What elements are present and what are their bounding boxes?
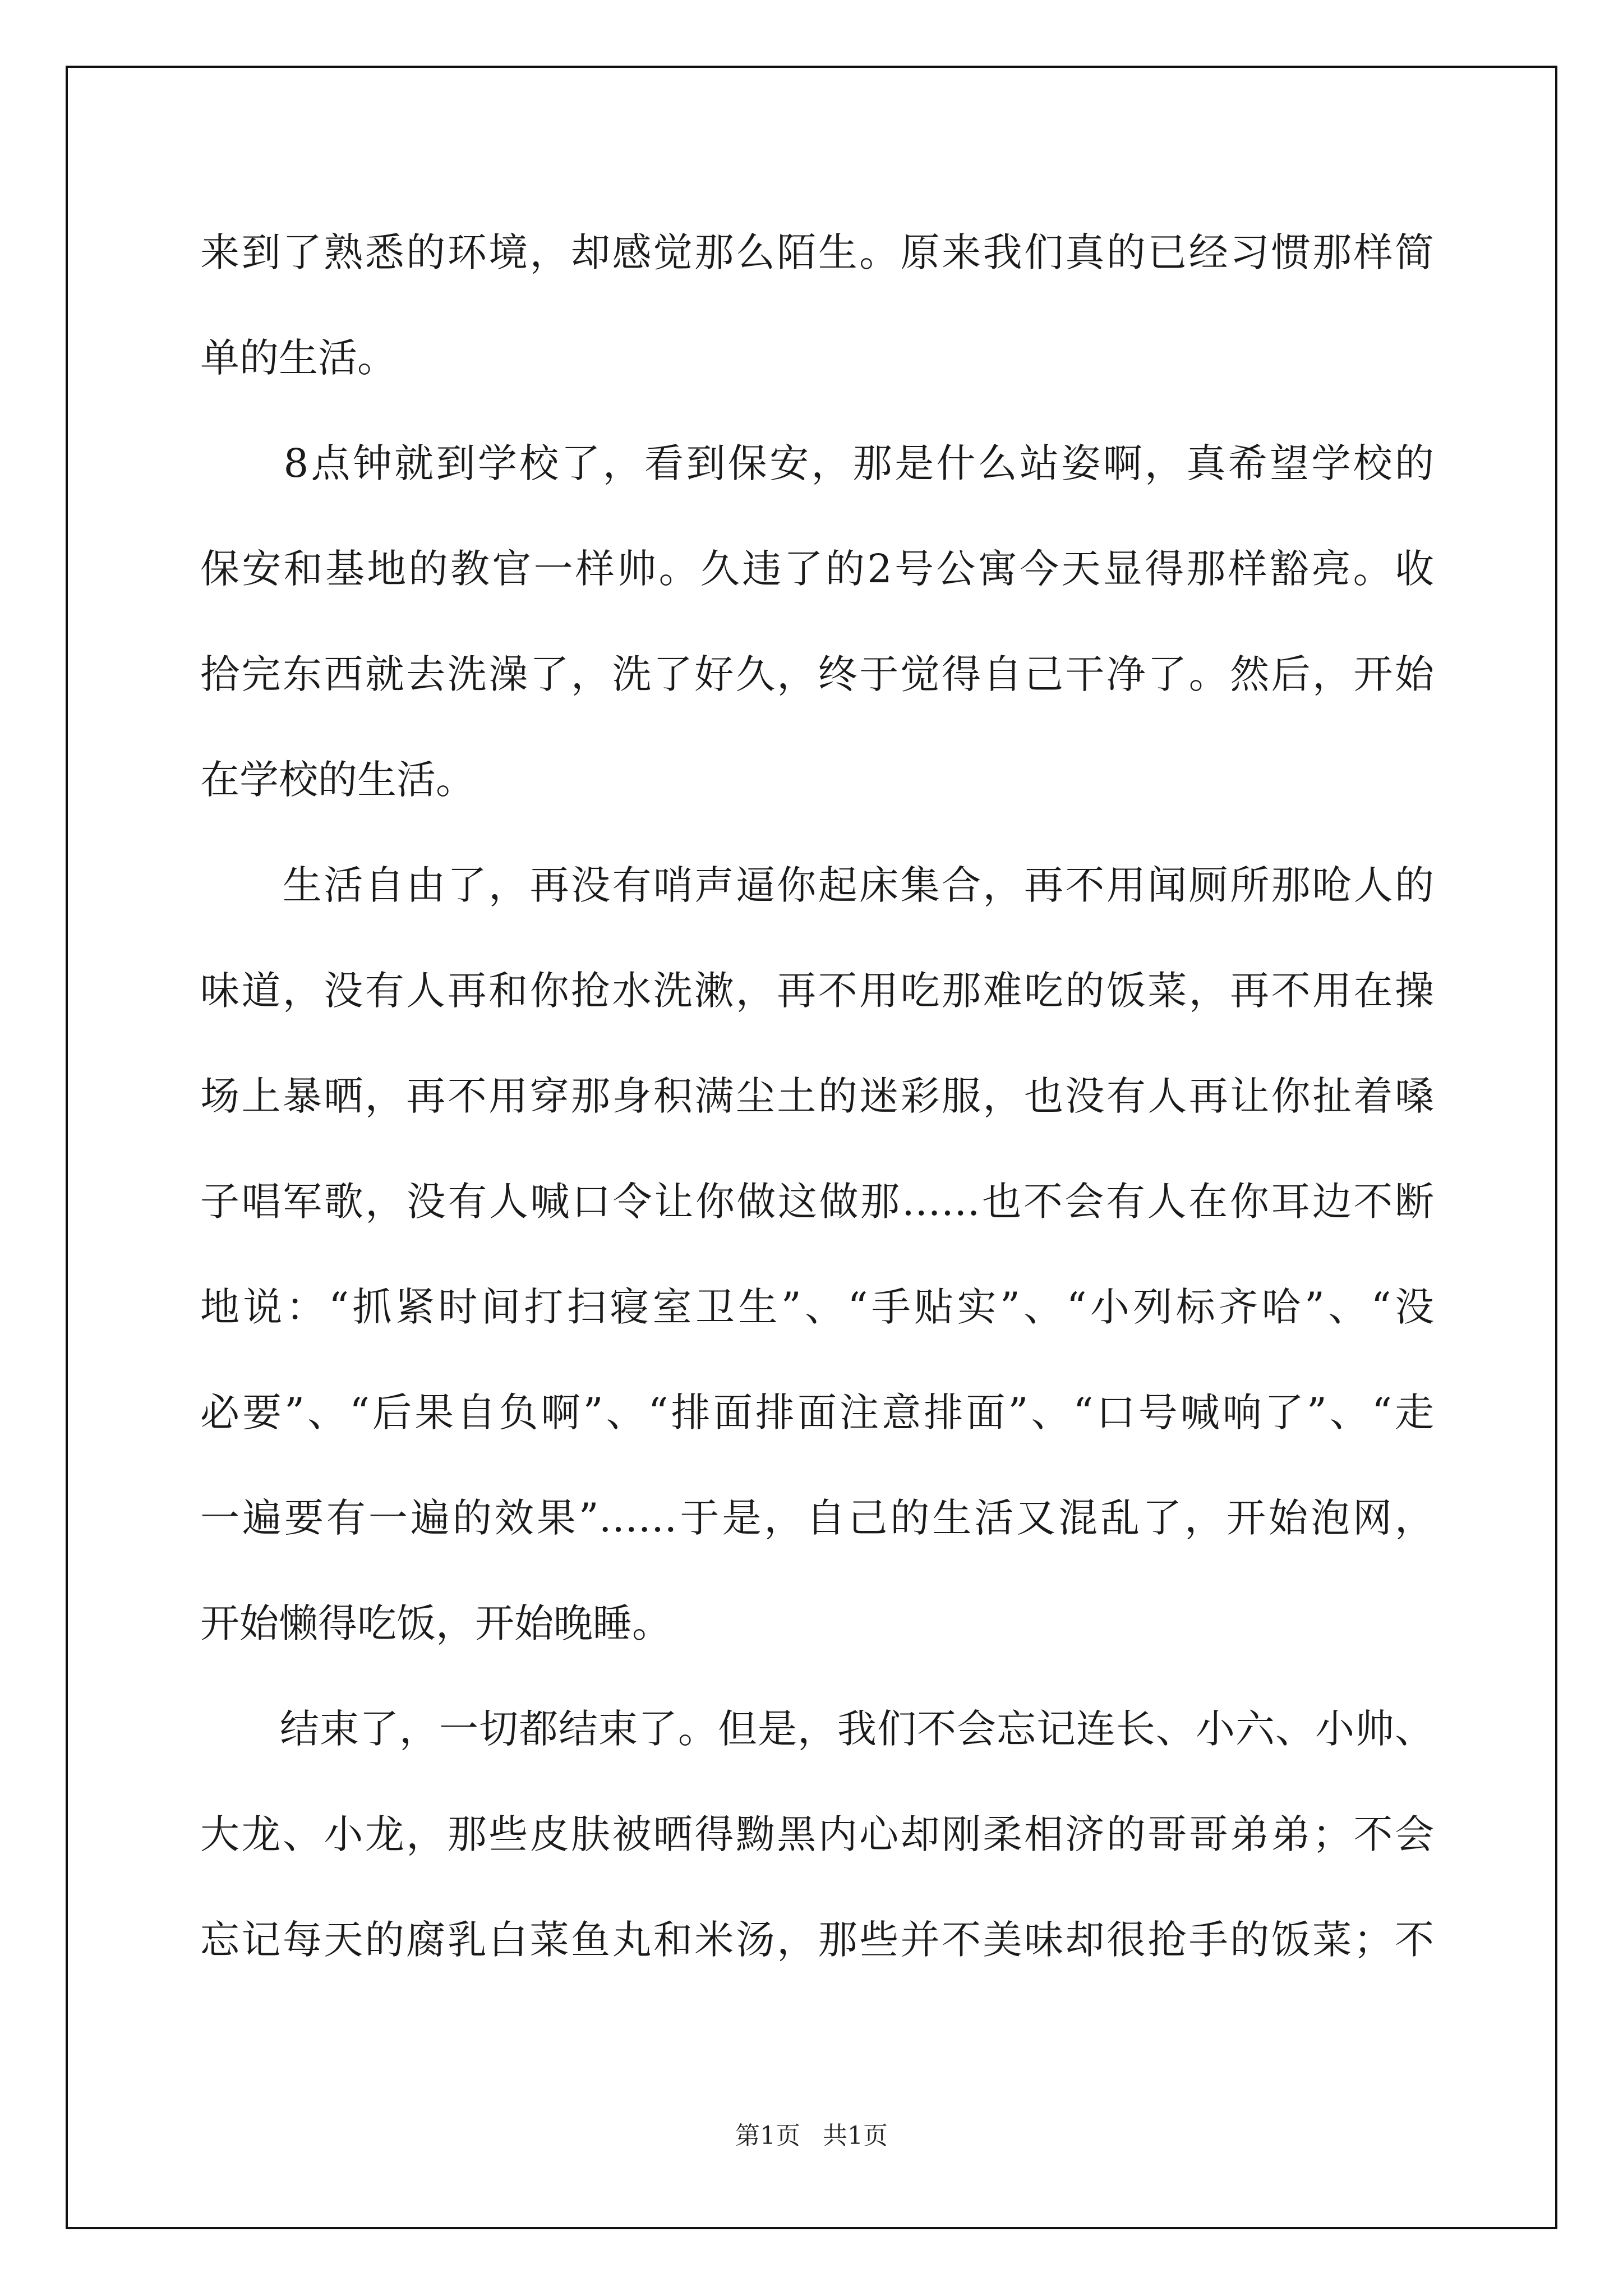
text-line: 开始懒得吃饭，开始晚睡。 xyxy=(200,1600,671,1646)
text-line: 子唱军歌，没有人喊口令让你做这做那……也不会有人在你耳边不断 xyxy=(200,1179,1434,1225)
text-line: 8点钟就到学校了，看到保安，那是什么站姿啊，真希望学校的 xyxy=(200,440,1434,486)
text-line: 场上暴晒，再不用穿那身积满尘土的迷彩服，也没有人再让你扯着嗓 xyxy=(200,1073,1434,1119)
text-line: 大龙、小龙，那些皮肤被晒得黝黑内心却刚柔相济的哥哥弟弟；不会 xyxy=(200,1811,1434,1857)
text-line: 单的生活。 xyxy=(200,335,396,381)
text-line: 味道，没有人再和你抢水洗漱，再不用吃那难吃的饭菜，再不用在操 xyxy=(200,968,1434,1014)
page-number: 第1页 xyxy=(735,2122,800,2150)
text-line: 生活自由了，再没有哨声逼你起床集合，再不用闻厕所那呛人的 xyxy=(200,862,1434,908)
text-line: 来到了熟悉的环境，却感觉那么陌生。原来我们真的已经习惯那样简 xyxy=(200,229,1434,275)
text-line: 保安和基地的教官一样帅。久违了的2号公寓今天显得那样豁亮。收 xyxy=(200,546,1434,592)
text-line: 忘记每天的腐乳白菜鱼丸和米汤，那些并不美味却很抢手的饭菜；不 xyxy=(200,1917,1434,1963)
text-line: 在学校的生活。 xyxy=(200,757,475,803)
text-line: 拾完东西就去洗澡了，洗了好久，终于觉得自己干净了。然后，开始 xyxy=(200,651,1434,697)
page-footer xyxy=(0,2119,1623,2153)
document-body xyxy=(200,218,1434,2010)
text-line: 一遍要有一遍的效果”……于是，自己的生活又混乱了，开始泡网， xyxy=(200,1495,1434,1541)
page-total: 共1页 xyxy=(823,2122,888,2150)
text-line: 必要”、“后果自负啊”、“排面排面注意排面”、“口号喊响了”、“走 xyxy=(200,1389,1434,1435)
text-line: 结束了，一切都结束了。但是，我们不会忘记连长、小六、小帅、 xyxy=(200,1706,1434,1752)
text-line: 地说：“抓紧时间打扫寝室卫生”、“手贴实”、“小列标齐哈”、“没 xyxy=(200,1284,1434,1330)
